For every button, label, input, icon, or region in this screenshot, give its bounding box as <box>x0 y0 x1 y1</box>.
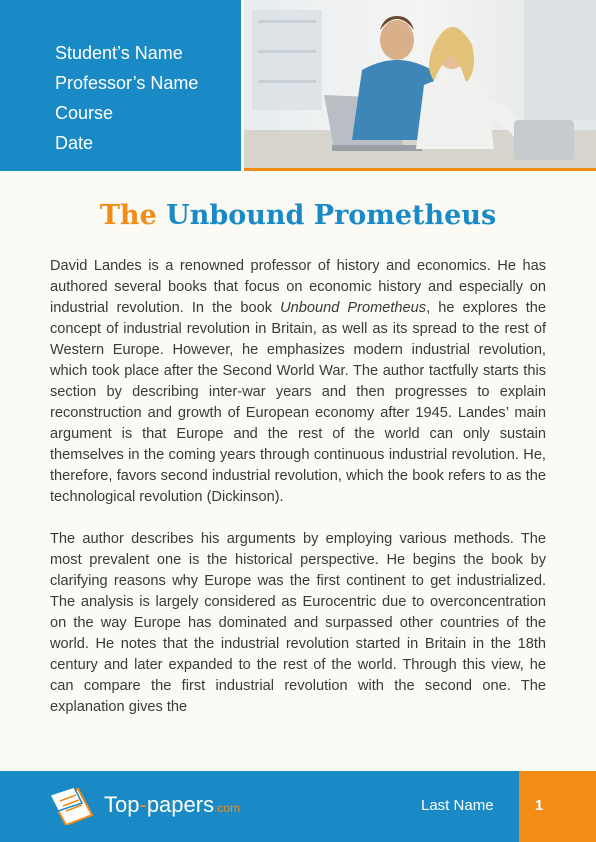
book-title-italic: Unbound Prometheus <box>280 300 427 316</box>
paragraph-1 <box>50 256 546 508</box>
logo-dash: - <box>139 792 147 817</box>
page-number: 1 <box>534 797 544 814</box>
footer-last-name: Last Name <box>421 797 494 814</box>
top-papers-logo <box>48 783 240 827</box>
professor-name: Professor’s Name <box>55 73 199 93</box>
logo-word-top: Top <box>104 792 140 817</box>
title-word-the: The <box>99 200 157 231</box>
logo-com: .com <box>214 801 241 815</box>
logo-wordmark <box>104 792 240 818</box>
paragraph-2: The author describes his arguments by employing various methods. The most prevalent one is the historical perspective. He begins the book by clarifying reasons why Europe was the first continent to get industrialized. The analysis is largely considered as Eurocentric due to overconcentration on the way Europe has dominated and surpassed other countries of the world. He notes that the industrial revolution started in Britain in the 18th century and later expanded to the rest of the world. Through this view, he can compare the first industrial revolution with the second one. The explanation gives the <box>50 531 546 715</box>
paragraph-1-rest: , he explores the concept of industrial revolution in Britain, as well as its spread to the rest of Western Europe. However, he emphasizes modern industrial revolution, which took place after the Second World War. The author tactfully starts this section by describing inter-war years and then progresses to explain reconstruction and growth of European economy after 1945. Landes’ main argument is that Europe and the rest of the world can only sustain themselves in the coming years through continuous industrial revolution. He, therefore, favors second industrial revolution, which the book refers to as the technological revolution (Dickinson). <box>50 300 546 505</box>
document-title <box>0 200 596 231</box>
page-number-box <box>519 771 596 842</box>
page-footer <box>0 771 596 842</box>
header-photo <box>244 0 596 168</box>
header-info-lines <box>55 38 198 158</box>
paragraph-1-start: David Landes is a renowned professor of history and economics. He has authored several books that focus on economic history and especially on industrial revolution. In the book <box>50 258 546 316</box>
date: Date <box>55 133 94 153</box>
logo-word-papers: papers <box>146 792 215 817</box>
header-accent-rule <box>244 168 596 171</box>
course: Course <box>55 103 114 123</box>
header-info-block <box>0 0 241 171</box>
student-name: Student’s Name <box>55 43 183 63</box>
papers-logo-icon <box>48 785 100 825</box>
document-body <box>50 256 546 718</box>
title-main: Unbound Prometheus <box>166 200 497 231</box>
